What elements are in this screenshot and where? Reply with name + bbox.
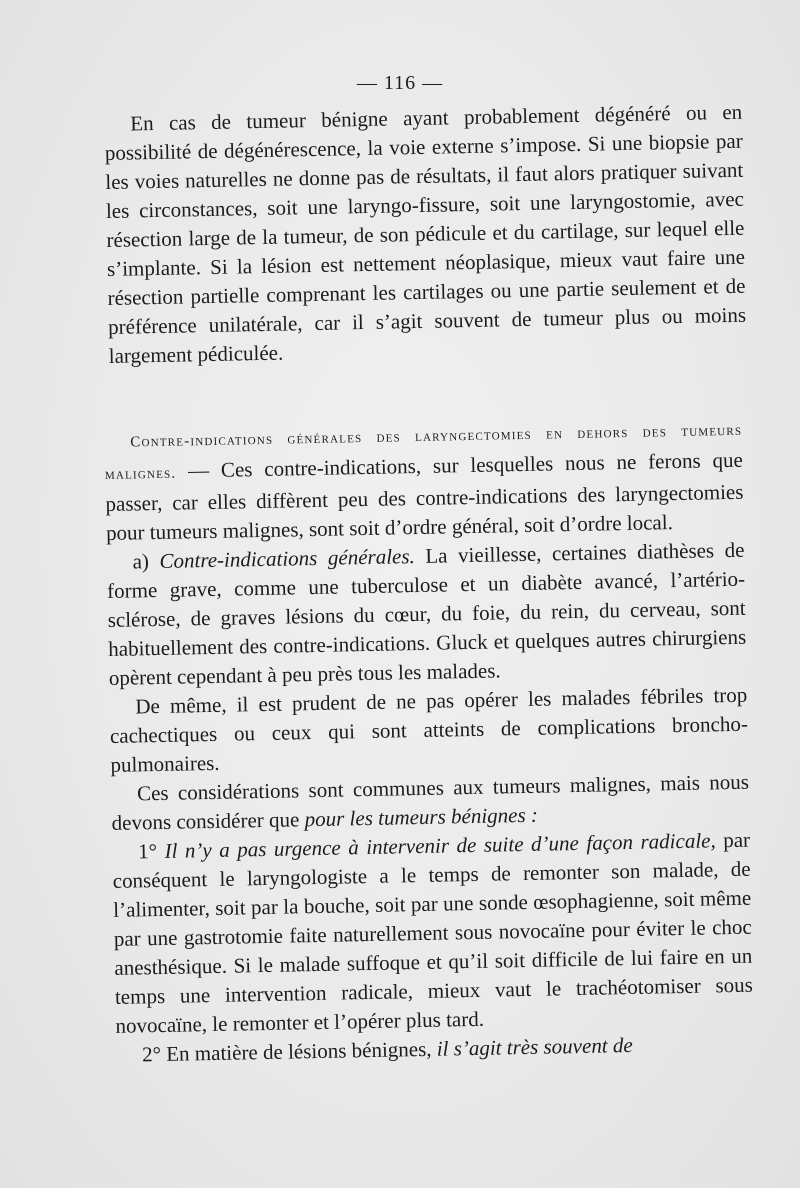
paragraph-item-1 (112, 826, 754, 1041)
paragraph-general-contraindications (106, 536, 747, 693)
section-intro: Ces contre-indications, sur lesquelles nous ne ferons que passer, car elles diffèrent peu des contre-indications des laryngectomies pour tumeurs malignes, sont soit d’ordre général, soit d’ordre local. (105, 447, 744, 545)
considerations-emph: pour les tumeurs bénignes : (304, 802, 539, 832)
text-block-top (104, 98, 747, 371)
paragraph-benign-tumor: En cas de tumeur bénigne ayant probablement dégénéré ou en possibilité de dégénérescence, la voie externe s’impose. Si une biopsie par les voies naturelles ne donne pas de résultats, il faut alors pratiquer suivant les circonstances, soit une laryngo-fissure, soit une laryngostomie, avec résection large de la tumeur, de son pédicule et du cartilage, sur lequel elle s’implante. Si la lésion est nettement néoplasique, mieux vaut faire une résection partielle comprenant les cartilages ou une partie seulement et de préférence unilatérale, car il s’agit souvent de tumeur plus ou moins largement pédiculée. (104, 99, 747, 368)
item-text-1: par conséquent le laryngologiste a le temps de remonter son malade, de l’alimenter, soit par la bouche, soit par une sonde œsophagienne, soit même par une gastrotomie faite naturellement sous novocaïne pour éviter le choc anesthésique. Si le malade suffoque et qu’il soit difficile de lui faire en un temps une intervention radicale, mieux vaut le trachéotomiser sous novocaïne, le remonter et l’opérer plus tard. (112, 827, 754, 1038)
section-dash: — (176, 457, 222, 483)
item-label-a: a) (132, 548, 160, 574)
page-number: — 116 — (356, 72, 444, 94)
item-label-1: 1° (137, 838, 165, 864)
paragraph-febrile-patients: De même, il est prudent de ne pas opérer les malades fébriles trop cachectiques ou ceux qui sont atteints de complications broncho-pulmonaires. (109, 682, 749, 777)
text-block-main (104, 414, 754, 1070)
item-text-2: En matière de lésions bénignes, (165, 1036, 437, 1066)
item-emph-1: Il n’y a pas urgence à intervenir de suite d’une façon radicale, (164, 828, 716, 863)
considerations-text: Ces considérations sont communes aux tumeurs malignes, mais nous devons considérer que (111, 769, 750, 835)
item-text-a: La vieillesse, certaines diathèses de forme grave, comme une tuberculose et un diabète avancé, l’artério-sclérose, de graves lésions du cœur, du foie, du rein, du cerveau, sont habituellement des contre-indications. Gluck et quelques autres chirurgiens opèrent cependant à peu près tous les malades. (106, 537, 747, 690)
item-emph-2: il s’agit très souvent de (436, 1032, 633, 1061)
item-title-a: Contre-indications générales. (159, 544, 416, 573)
item-label-2: 2° (141, 1041, 167, 1067)
section-paragraph (104, 414, 744, 548)
section-heading: Contre-indications générales des laryngectomies en dehors des tumeurs malignes. (104, 422, 743, 483)
